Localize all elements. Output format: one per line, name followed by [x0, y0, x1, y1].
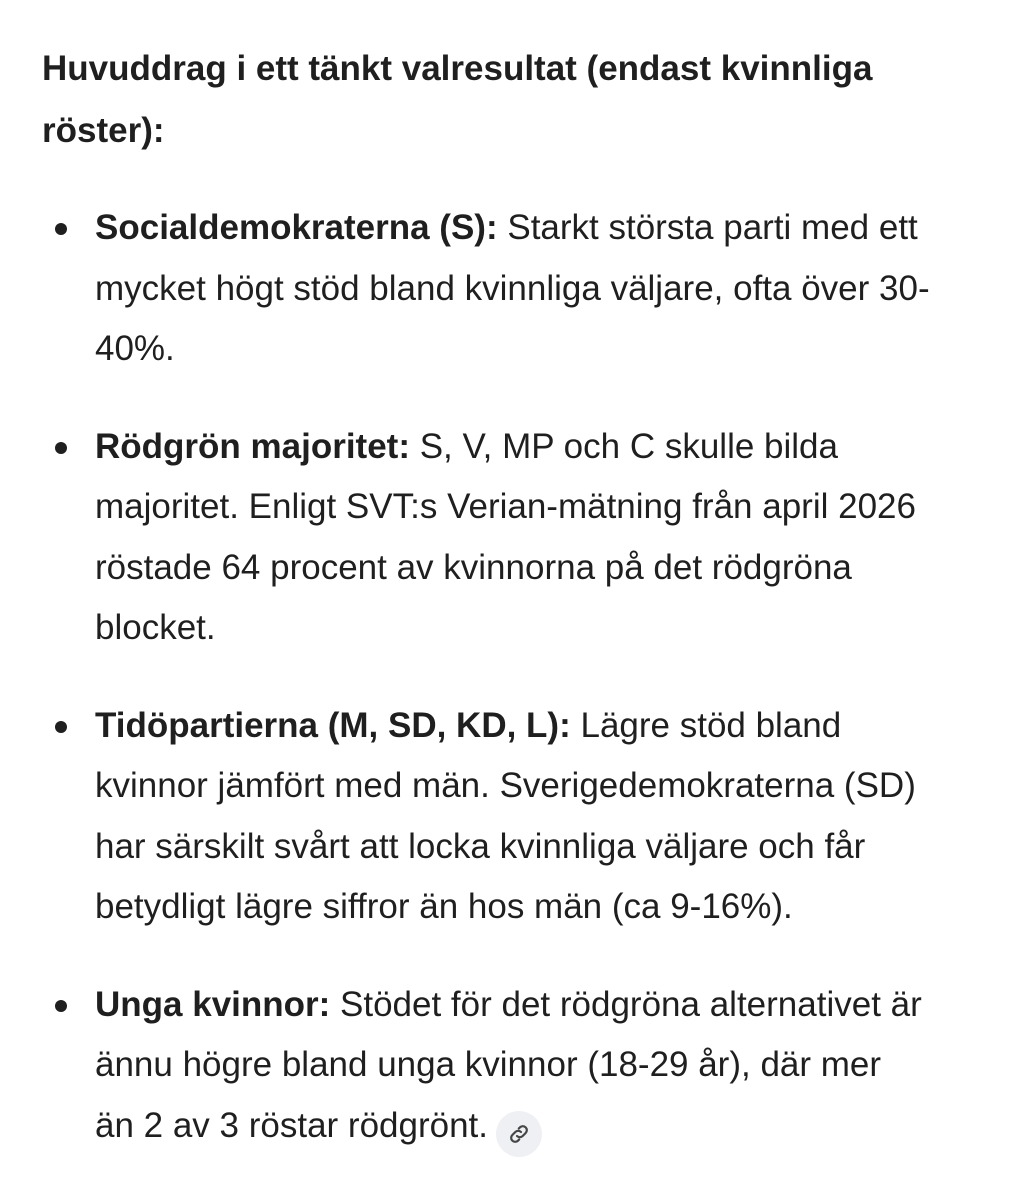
bullet-icon: [55, 721, 67, 733]
list-item-text: Starkt största parti med ett mycket högt stöd bland kvinnliga väljare, ofta över 30-40%.: [95, 208, 930, 368]
list-item-text: Lägre stöd bland kvinnor jämfört med män. Sverigedemokraterna (SD) har särskilt svårt att locka kvinnliga väljare och får betydligt lägre siffror än hos män (ca 9-16%).: [95, 705, 916, 926]
list-item-title: Socialdemokraterna (S):: [95, 208, 498, 247]
list-item-title: Unga kvinnor:: [95, 984, 331, 1024]
bullet-icon: [55, 223, 67, 235]
list-item-socialdemokraterna: [42, 198, 975, 380]
list-item-tidopartierna: [42, 696, 953, 938]
list-item-title: Rödgrön majoritet:: [95, 426, 410, 466]
source-link-button[interactable]: [496, 1111, 542, 1157]
list-item-title: Tidöpartierna (M, SD, KD, L):: [95, 705, 571, 745]
list-item-text: S, V, MP och C skulle bilda majoritet. Enligt SVT:s Verian-mätning från april 2026 röstade 64 procent av kvinnorna på det rödgröna blocket.: [95, 426, 916, 647]
link-icon: [507, 1122, 531, 1146]
section-heading: Huvuddrag i ett tänkt valresultat (endast kvinnliga röster):: [42, 49, 873, 150]
bullet-icon: [55, 1000, 67, 1012]
bullet-list: [42, 198, 973, 1157]
list-item-text: Stödet för det rödgröna alternativet är ännu högre bland unga kvinnor (18-29 år), där mer än 2 av 3 röstar rödgrönt.: [95, 984, 922, 1145]
list-item-unga-kvinnor: [42, 975, 925, 1157]
bullet-icon: [55, 442, 67, 454]
list-item-rodgron-majoritet: [42, 417, 955, 659]
